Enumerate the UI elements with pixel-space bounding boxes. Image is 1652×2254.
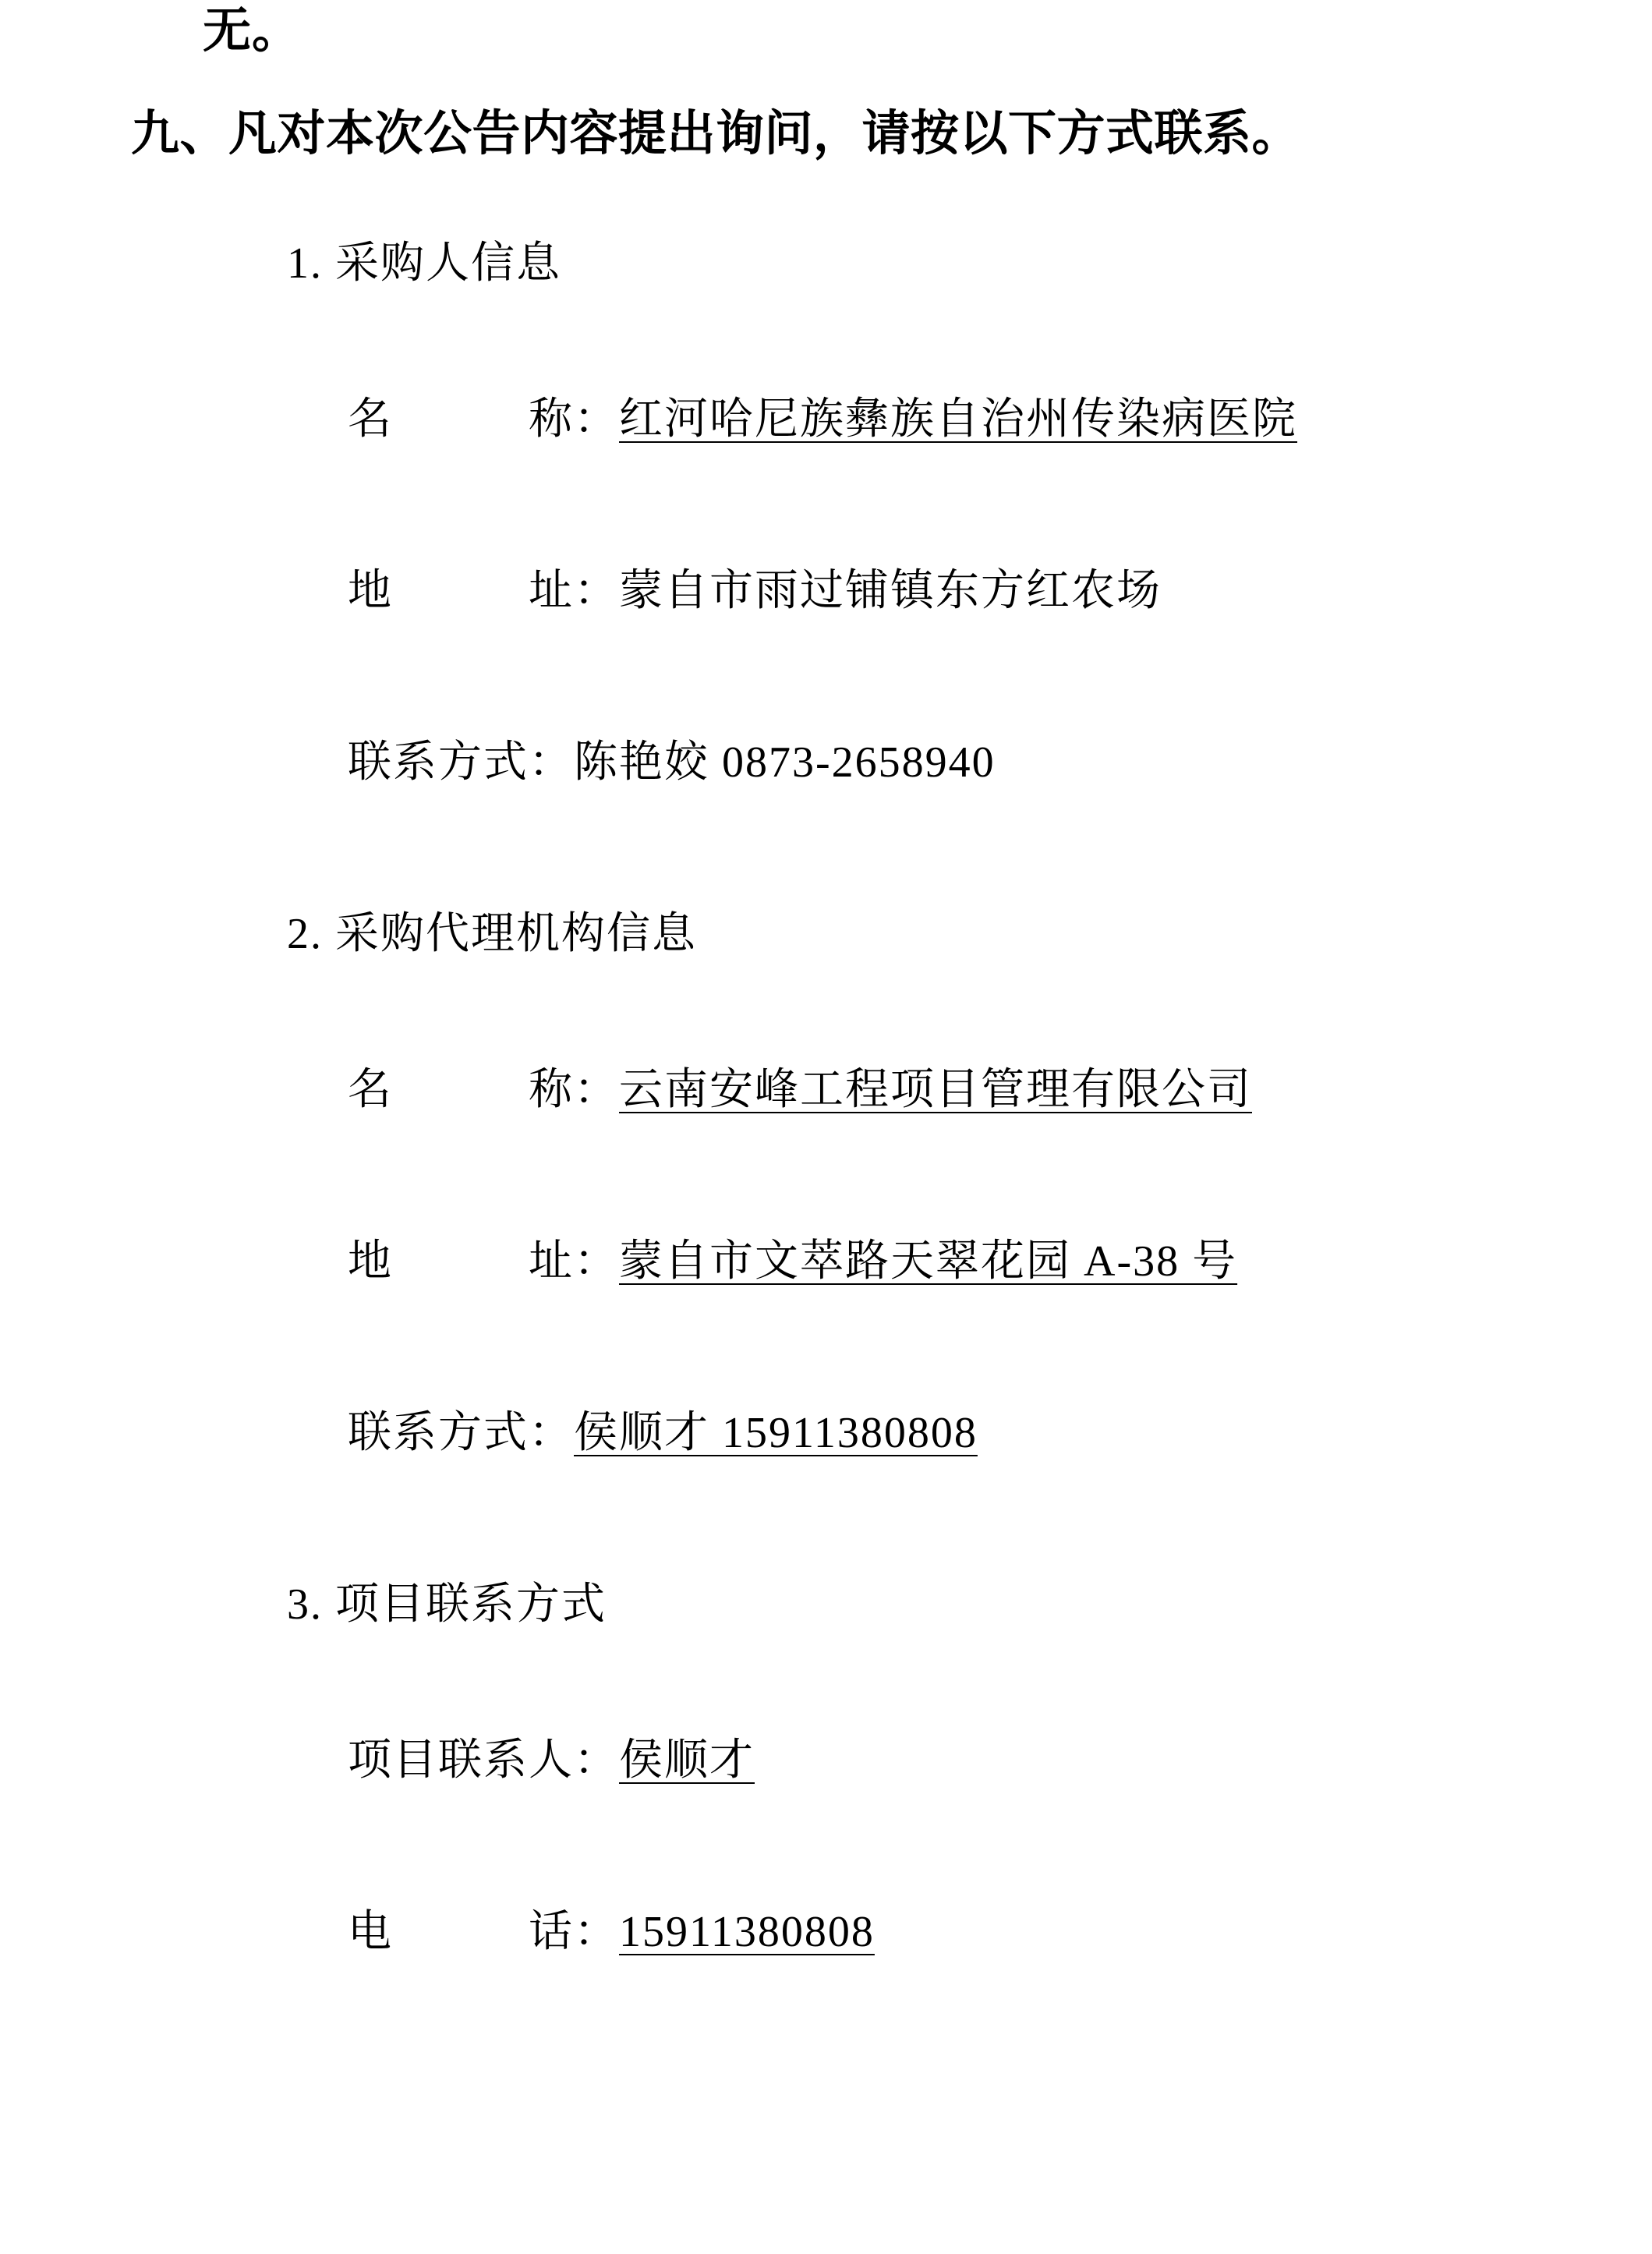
paragraph-none: 无。 xyxy=(203,2,302,58)
field-value: 蒙自市雨过铺镇东方红农场 xyxy=(619,567,1162,615)
section-heading-nine: 九、凡对本次公告内容提出询问，请按以下方式联系。 xyxy=(131,104,1301,161)
field-label: 联系方式： xyxy=(348,738,574,787)
section-title-agency: 2. 采购代理机构信息 xyxy=(287,910,697,958)
field-purchaser-contact xyxy=(86,697,1566,828)
field-value: 陈艳姣 0873-2658940 xyxy=(574,738,996,787)
field-value: 云南安峰工程项目管理有限公司 xyxy=(619,1066,1252,1114)
field-agency-name xyxy=(86,1024,1566,1155)
field-project-phone xyxy=(86,1867,1566,1997)
field-label: 电 话： xyxy=(348,1908,619,1956)
field-purchaser-address xyxy=(86,525,1566,656)
field-value: 侯顺才 15911380808 xyxy=(574,1409,978,1457)
field-agency-address xyxy=(86,1196,1566,1327)
section-title-project-contact: 3. 项目联系方式 xyxy=(287,1580,607,1629)
field-label: 地 址： xyxy=(348,1237,619,1286)
field-value: 蒙自市文萃路天翠花园 A-38 号 xyxy=(619,1237,1238,1286)
field-label: 联系方式： xyxy=(348,1409,574,1457)
field-value: 15911380808 xyxy=(619,1908,875,1956)
field-project-contact-person xyxy=(86,1695,1566,1826)
field-label: 名 称： xyxy=(348,1066,619,1114)
section-title-purchaser: 1. 采购人信息 xyxy=(287,239,561,288)
field-value: 侯顺才 xyxy=(619,1736,755,1785)
field-agency-contact xyxy=(86,1368,1566,1499)
field-label: 地 址： xyxy=(348,567,619,615)
field-label: 名 称： xyxy=(348,395,619,444)
field-purchaser-name xyxy=(86,354,1566,485)
field-value: 红河哈尼族彝族自治州传染病医院 xyxy=(619,395,1297,444)
field-label: 项目联系人： xyxy=(348,1736,619,1785)
